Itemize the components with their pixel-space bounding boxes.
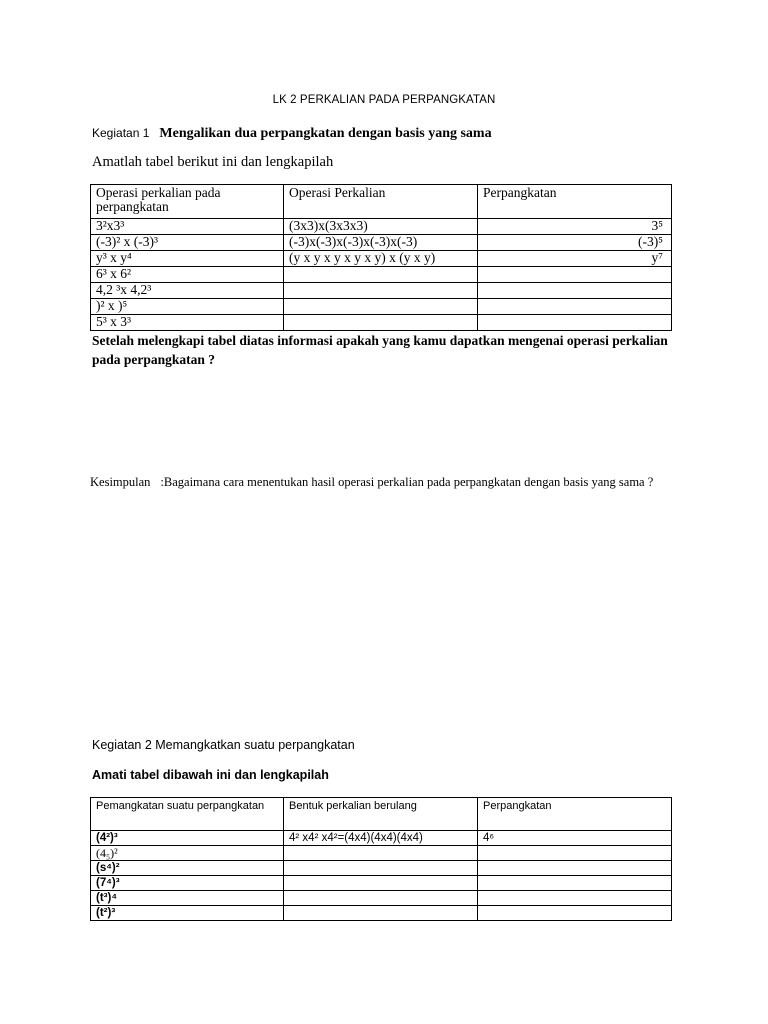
kegiatan2-heading: Kegiatan 2 Memangkatkan suatu perpangkatan <box>92 738 355 752</box>
table-row <box>91 315 672 331</box>
table-header-cell: Bentuk perkalian berulang <box>284 798 478 831</box>
table-cell-perkalian[interactable]: (y x y x y x y x y) x (y x y) <box>284 251 478 267</box>
table-row <box>91 251 672 267</box>
table-cell-bentuk[interactable] <box>284 906 478 921</box>
table-cell-perkalian[interactable] <box>284 299 478 315</box>
table-cell-perpangkatan[interactable]: y⁷ <box>478 251 672 267</box>
kegiatan1-instruction: Amatlah tabel berikut ini dan lengkapilah <box>92 154 334 170</box>
table-cell-perkalian[interactable] <box>284 315 478 331</box>
kegiatan2-instruction: Amati tabel dibawah ini dan lengkapilah <box>92 768 329 782</box>
table-cell-perpangkatan[interactable] <box>478 876 672 891</box>
table-header-cell: Perpangkatan <box>478 798 672 831</box>
table-row <box>91 267 672 283</box>
table-cell-operasi: y³ x y⁴ <box>91 251 284 267</box>
table-cell-perpangkatan[interactable] <box>478 891 672 906</box>
conclusion-label: Kesimpulan <box>90 475 151 489</box>
table-cell-operasi: 6³ x 6² <box>91 267 284 283</box>
table-header-cell: Operasi perkalian pada perpangkatan <box>91 185 284 219</box>
table-header-cell: Pemangkatan suatu perpangkatan <box>91 798 284 831</box>
conclusion-text: :Bagaimana cara menentukan hasil operasi perkalian pada perpangkatan dengan basis yang sama ? <box>160 475 654 489</box>
table-cell-perpangkatan[interactable] <box>478 267 672 283</box>
table-row <box>91 831 672 846</box>
table-cell-pemangkatan: (s⁴)² <box>91 861 284 876</box>
table-row <box>91 283 672 299</box>
table-cell-perpangkatan[interactable]: 3⁵ <box>478 219 672 235</box>
table-cell-bentuk[interactable] <box>284 861 478 876</box>
table-cell-operasi: 5³ x 3³ <box>91 315 284 331</box>
table-cell-perkalian[interactable]: (-3)x(-3)x(-3)x(-3)x(-3) <box>284 235 478 251</box>
table-cell-perpangkatan[interactable] <box>478 861 672 876</box>
table-cell-perkalian[interactable] <box>284 283 478 299</box>
table-cell-pemangkatan: (4₅)² <box>91 846 284 861</box>
table-header-row <box>91 798 672 831</box>
table-cell-perpangkatan[interactable] <box>478 846 672 861</box>
table-cell-perpangkatan[interactable] <box>478 906 672 921</box>
table-row <box>91 861 672 876</box>
table-cell-perpangkatan[interactable] <box>478 299 672 315</box>
table-row <box>91 906 672 921</box>
kegiatan1-conclusion <box>90 473 680 491</box>
table-cell-perkalian[interactable] <box>284 267 478 283</box>
table-cell-bentuk[interactable] <box>284 846 478 861</box>
table-cell-pemangkatan: (4²)³ <box>91 831 284 846</box>
table-header-row <box>91 185 672 219</box>
table-cell-operasi: )² x )⁵ <box>91 299 284 315</box>
table-cell-pemangkatan: (7⁴)³ <box>91 876 284 891</box>
table-cell-perpangkatan[interactable] <box>478 315 672 331</box>
kegiatan1-label: Kegiatan 1 <box>92 126 150 140</box>
kegiatan1-question: Setelah melengkapi tabel diatas informasi apakah yang kamu dapatkan mengenai operasi perkalian pada perpangkatan ? <box>92 333 668 367</box>
kegiatan1-title: Mengalikan dua perpangkatan dengan basis yang sama <box>159 126 492 141</box>
table-row <box>91 846 672 861</box>
document-title: LK 2 PERKALIAN PADA PERPANGKATAN <box>272 94 496 106</box>
table-cell-perpangkatan[interactable] <box>478 283 672 299</box>
table-header-cell: Operasi Perkalian <box>284 185 478 219</box>
table-row <box>91 891 672 906</box>
table-cell-perpangkatan[interactable]: (-3)⁵ <box>478 235 672 251</box>
table-cell-perkalian[interactable]: (3x3)x(3x3x3) <box>284 219 478 235</box>
table-cell-pemangkatan: (t³)⁴ <box>91 891 284 906</box>
table-pemangkatan-perpangkatan <box>90 797 672 921</box>
table-row <box>91 299 672 315</box>
table-row <box>91 219 672 235</box>
table-cell-bentuk[interactable] <box>284 876 478 891</box>
table-row <box>91 876 672 891</box>
table-cell-bentuk[interactable] <box>284 891 478 906</box>
table-row <box>91 235 672 251</box>
kegiatan1-heading <box>92 124 492 142</box>
table-cell-perpangkatan[interactable]: 4⁶ <box>478 831 672 846</box>
table-perkalian-perpangkatan <box>90 184 672 331</box>
table-cell-operasi: 4,2 ³x 4,2³ <box>91 283 284 299</box>
table-cell-pemangkatan: (t²)³ <box>91 906 284 921</box>
table-cell-operasi: (-3)² x (-3)³ <box>91 235 284 251</box>
table-header-cell: Perpangkatan <box>478 185 672 219</box>
table-cell-operasi: 3²x3³ <box>91 219 284 235</box>
table-cell-bentuk[interactable]: 4² x4² x4²=(4x4)(4x4)(4x4) <box>284 831 478 846</box>
